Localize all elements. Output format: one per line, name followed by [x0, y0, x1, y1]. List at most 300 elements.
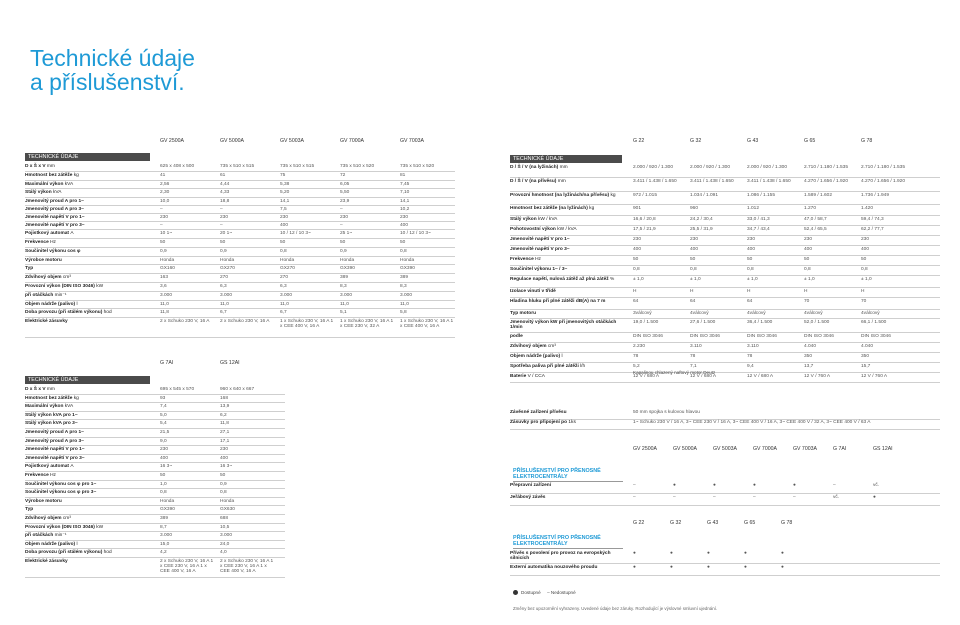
cell-value: 400 — [690, 247, 699, 252]
table-row — [25, 498, 285, 507]
cell-value: 50 — [160, 473, 166, 478]
cell-value: 9,0 — [160, 438, 167, 444]
cell-value: H — [690, 289, 694, 294]
cell-value: 230 — [220, 447, 229, 453]
cell-value: GX390 — [340, 266, 355, 272]
cell-value: 47,0 / 58,7 — [804, 217, 827, 222]
row-label: Typ — [25, 507, 34, 513]
cell-value: 2,56 — [160, 181, 170, 187]
cell-value: H — [633, 289, 637, 294]
cell-value: Honda — [400, 257, 415, 263]
cell-value: 8,3 — [340, 284, 347, 289]
row-label: Součinitel výkonu cos φ pro 1~ — [25, 481, 97, 487]
row-unit: kW / kVA — [538, 217, 558, 222]
cell-value: 81 — [400, 172, 406, 178]
model-header: G 78 — [861, 138, 873, 144]
cell-value: 400 — [220, 455, 229, 461]
row-label: Hladina hluku při plné zátěži dB(A) na 7 m — [510, 299, 606, 304]
row-label: Provozní výkon (DIN ISO 3046) kW — [25, 524, 104, 530]
cell-value: – — [833, 483, 836, 488]
cell-value: 24,0 — [220, 541, 230, 547]
cell-value: 4válcový — [690, 311, 709, 316]
cell-value: – — [340, 223, 343, 229]
row-label: Zdvihový objem cm³ — [25, 275, 71, 281]
cell-value: 0,8 — [633, 267, 640, 272]
row-label: Jmenovité napětí V pro 3~ — [25, 455, 85, 461]
cell-value: 64 — [690, 299, 696, 304]
cell-value: 400 — [747, 247, 756, 252]
row-unit: mm — [559, 165, 568, 170]
row-label: Výrobce motoru — [25, 257, 62, 263]
cell-value: ● — [713, 483, 716, 488]
row-label: Objem nádrže (palivo) l — [25, 541, 78, 547]
model-header: G 7AI — [160, 360, 174, 366]
accessory-title-1: PŘÍSLUŠENSTVÍ PRO PŘENOSNÉ ELEKTROCENTRÁLY — [513, 468, 623, 482]
cell-value: DIN ISO 3046 — [861, 334, 891, 339]
cell-value: 400 — [280, 223, 289, 229]
cell-value: 3.000 — [340, 292, 353, 298]
table-row — [510, 319, 940, 333]
cell-value: – — [673, 495, 676, 500]
cell-value: 1 x Schuko 230 V, 16 A 1 x CEE 230 V, 32 A — [340, 319, 394, 330]
model-header: G 22 — [633, 138, 645, 144]
cell-value: 5,38 — [280, 181, 290, 187]
table-row — [25, 206, 455, 214]
row-label: Jmenovité napětí V pro 1~ — [25, 215, 85, 221]
cell-value: 230 — [804, 237, 813, 242]
cell-value: 7,1 — [690, 364, 697, 369]
row-label: Pojistkový automat A — [25, 231, 74, 237]
cell-value: 1.270 — [804, 206, 817, 211]
cell-value: 62,2 / 77,7 — [861, 227, 884, 232]
row-label: Doba provozu (při stálém výkonu) hod — [25, 550, 112, 556]
cell-value: 4válcový — [747, 311, 766, 316]
row-label: Frekvence Hz — [510, 257, 541, 262]
cell-value: 4,44 — [220, 181, 230, 187]
cell-value: 7,45 — [400, 181, 410, 187]
cell-value: 1.034 / 1.091 — [690, 193, 719, 198]
cell-value: 2.710 / 1.180 / 1.535 — [861, 165, 906, 170]
row-unit: kVA — [64, 181, 74, 187]
row-label: Jmenovitý proud A pro 1~ — [25, 199, 84, 205]
cell-value: 6,7 — [220, 310, 227, 316]
model-header: G 78 — [781, 520, 793, 526]
cell-value: 5,0 — [160, 412, 167, 418]
table-row — [510, 192, 940, 205]
cell-value: 27,6 / 1.500 — [690, 320, 716, 325]
row-unit: l/h — [580, 364, 586, 369]
table-row — [25, 318, 455, 338]
cell-value: Honda — [220, 257, 235, 263]
cell-value: 70 — [861, 299, 867, 304]
cell-value: ● — [673, 483, 676, 488]
left-section-bar: TECHNICKÉ ÚDAJE — [25, 153, 150, 161]
cell-value: 78 — [633, 354, 639, 359]
row-label: Objem nádrže (palivo) l — [25, 301, 78, 307]
cell-value: 2 x Schuko 230 V, 16 A 1 x CEE 230 V, 16 A 1 x CEE 400 V, 16 A — [220, 559, 274, 574]
cell-value: 5,2 — [633, 364, 640, 369]
table-row — [25, 257, 455, 266]
table-row — [25, 481, 285, 490]
cell-value: 50 — [220, 473, 226, 478]
cell-value: 52,4 / 65,5 — [804, 227, 827, 232]
table-row — [25, 239, 455, 248]
cell-value: 0,8 — [280, 248, 287, 254]
table-row — [510, 420, 940, 430]
table-row — [510, 494, 940, 506]
row-label: při otáčkách min⁻¹ — [25, 292, 67, 298]
table-row — [510, 333, 940, 343]
table-row — [25, 274, 455, 283]
cell-value: 4válcový — [804, 311, 823, 316]
row-label: Jmenovité napětí V pro 1~ — [25, 447, 85, 453]
row-unit: l — [561, 354, 563, 359]
table-row — [25, 309, 455, 318]
table-row — [510, 276, 940, 288]
cell-value: GX270 — [280, 266, 295, 272]
cell-value: 75 — [280, 172, 286, 178]
cell-value: 230 — [747, 237, 756, 242]
cell-value: ● — [744, 551, 747, 556]
row-label: Jmenovitý proud A pro 3~ — [25, 438, 84, 444]
cell-value: 27,1 — [220, 430, 230, 435]
cell-value: – — [160, 223, 163, 229]
cell-value: ± 1,0 — [804, 277, 815, 282]
row-unit: A — [70, 464, 74, 470]
row-unit: kg — [589, 206, 595, 211]
cell-value: 50 — [747, 257, 753, 262]
row-label: Přepravní zařízení — [510, 483, 552, 488]
cell-value: 14,1 — [400, 199, 410, 205]
right-section-bar: TECHNICKÉ ÚDAJE — [510, 155, 622, 163]
cell-value: 50 — [280, 240, 286, 245]
cell-value: H — [747, 289, 751, 294]
row-label: Spotřeba paliva při plné zátěži l/h — [510, 364, 586, 369]
cell-value: – — [793, 495, 796, 500]
page-title: Technické údaje a příslušenství. — [30, 45, 195, 95]
cell-value: 50 mm spojka s kulovou hlavou — [633, 410, 700, 415]
row-label: Jmenovité napětí V pro 3~ — [25, 223, 85, 229]
cell-value: 2,30 — [160, 190, 170, 196]
cell-value: 6,05 — [340, 181, 350, 187]
table-row — [25, 189, 455, 198]
cell-value: 3.110 — [690, 344, 702, 349]
row-label: Stálý výkon kVA pro 1~ — [25, 412, 78, 418]
cell-value: ● — [633, 551, 636, 556]
cell-value: 389 — [340, 275, 349, 281]
cell-value: 8,7 — [160, 524, 167, 530]
cell-value: GX390 — [160, 507, 175, 513]
cell-value: ● — [793, 483, 796, 488]
cell-value: 50 — [340, 240, 346, 245]
cell-value: 960 — [690, 206, 699, 211]
model-header: GS 12AI — [220, 360, 240, 366]
row-label: Elektrické zásuvky — [25, 559, 68, 564]
cell-value: 350 — [804, 354, 813, 359]
table-row — [25, 265, 455, 274]
cell-value: 3,6 — [160, 284, 167, 289]
cell-value: 3.000 — [160, 533, 173, 539]
cell-value: 4.040 — [861, 344, 874, 349]
row-label: Součinitel výkonu cos φ — [25, 248, 81, 254]
cell-value: 0,8 — [747, 267, 754, 272]
cell-value: ● — [781, 551, 784, 556]
cell-value: 34,7 / 43,4 — [747, 227, 770, 232]
cell-value: ● — [670, 551, 673, 556]
cell-value: 5,1 — [340, 310, 347, 316]
row-label: Jmenovitý výkon kW při jmenovitých otáčkách 1/min — [510, 320, 617, 330]
row-label: Hmotnost bez zátěže (na lyžinách) kg — [510, 206, 595, 211]
cell-value: 1.012 — [747, 206, 760, 211]
cell-value: ● — [873, 495, 876, 500]
table-row — [25, 438, 285, 447]
cell-value: 270 — [220, 275, 229, 281]
model-header: GV 2500A — [633, 446, 657, 452]
cell-value: 12 V / 680 A — [747, 374, 774, 379]
model-header: GV 7003A — [793, 446, 817, 452]
cell-value: ● — [670, 565, 673, 570]
cell-value: Honda — [160, 498, 175, 504]
cell-value: 78 — [690, 354, 696, 359]
cell-value: 16 3~ — [160, 464, 173, 470]
cell-value: 14,1 — [280, 199, 290, 205]
row-unit: kW / kVA — [557, 227, 577, 232]
cell-value: 735 x 510 x 520 — [400, 164, 435, 169]
cell-value: 400 — [633, 247, 642, 252]
cell-value: 50 — [804, 257, 810, 262]
motor-note: Kapalinou chlazený naftový motor Deutz — [633, 370, 716, 375]
model-header: G 32 — [670, 520, 682, 526]
cell-value: 16 3~ — [220, 464, 233, 470]
table-row — [25, 222, 455, 230]
row-unit: min⁻¹ — [54, 292, 67, 298]
row-label: Elektrické zásuvky — [25, 319, 68, 325]
cell-value: ± 1,0 — [690, 277, 701, 282]
model-header: G 43 — [707, 520, 719, 526]
row-unit: kg — [610, 193, 616, 198]
row-label: Jmenovitý proud A pro 3~ — [25, 207, 84, 213]
cell-value: 1 x Schuko 230 V, 16 A 1 x CEE 400 V, 16 A — [400, 319, 454, 330]
cell-value: 3.000 — [160, 292, 173, 298]
cell-value: 12 V / 760 A — [804, 374, 831, 379]
cell-value: 3.411 / 1.438 / 1.650 — [690, 179, 734, 184]
cell-value: ● — [633, 565, 636, 570]
row-label: Jmenovité napětí V pro 3~ — [510, 247, 570, 252]
cell-value: 93 — [160, 395, 166, 401]
cell-value: 0,8 — [690, 267, 697, 272]
table-row — [25, 412, 285, 421]
cell-value: 50 — [690, 257, 696, 262]
cell-value: GX270 — [220, 266, 235, 272]
table-row — [25, 230, 455, 239]
row-unit: hod — [103, 310, 112, 316]
table-row — [25, 446, 285, 455]
cell-value: 901 — [633, 206, 642, 211]
row-unit: l — [76, 541, 78, 547]
table-row — [510, 353, 940, 363]
row-label: Izolace vinutí v třídě — [510, 289, 556, 294]
row-unit: Hz — [50, 240, 56, 245]
cell-value: 25 1~ — [340, 231, 353, 237]
row-label: Jeřábový závěs — [510, 495, 546, 500]
table-row — [25, 541, 285, 550]
cell-value: 61 — [220, 172, 226, 178]
model-header: GV 5000A — [673, 446, 697, 452]
cell-value: 12 V / 760 A — [861, 374, 888, 379]
cell-value: 11,0 — [220, 301, 229, 307]
cell-value: 2.710 / 1.180 / 1.535 — [804, 165, 849, 170]
row-unit: V / CCA — [527, 374, 545, 379]
cell-value: 389 — [160, 516, 169, 521]
cell-value: 400 — [160, 455, 169, 461]
cell-value: 15,7 — [861, 364, 871, 369]
cell-value: 230 — [633, 237, 642, 242]
table-row — [25, 455, 285, 464]
table-row — [25, 283, 455, 292]
table-row — [25, 403, 285, 412]
table-row — [510, 178, 940, 192]
cell-value: GX390 — [400, 266, 415, 272]
row-unit: Hz — [535, 257, 541, 262]
cell-value: 2 x Schuko 230 V, 16 A — [220, 319, 270, 325]
cell-value: GX160 — [160, 266, 175, 272]
cell-value: 11,0 — [340, 301, 349, 307]
cell-value: 0,8 — [220, 490, 227, 496]
row-label: Zdvihový objem cm³ — [510, 344, 556, 349]
row-label: Maximální výkon kVA — [25, 404, 74, 410]
cell-value: 52,0 / 1.500 — [804, 320, 830, 325]
table-row — [25, 172, 455, 181]
cell-value: Honda — [280, 257, 295, 263]
cell-value: – — [633, 495, 636, 500]
cell-value: – — [220, 207, 223, 213]
cell-value: 17,5 / 21,9 — [633, 227, 656, 232]
cell-value: 64 — [633, 299, 639, 304]
table-row — [510, 236, 940, 246]
model-header: G 43 — [747, 138, 759, 144]
table-row — [510, 288, 940, 298]
cell-value: 0,8 — [804, 267, 811, 272]
cell-value: H — [861, 289, 865, 294]
table-row — [25, 198, 455, 206]
table-row — [510, 256, 940, 266]
cell-value: 4.270 / 1.656 / 1.920 — [861, 179, 906, 184]
cell-value: 688 — [220, 516, 229, 521]
cell-value: 735 x 510 x 515 — [280, 164, 315, 169]
cell-value: 9,4 — [747, 364, 754, 369]
cell-value: 5,4 — [160, 421, 167, 427]
table-row — [510, 298, 940, 310]
row-label: Výrobce motoru — [25, 498, 62, 504]
cell-value: 350 — [861, 354, 870, 359]
row-label: Typ — [25, 266, 34, 272]
cell-value: – — [713, 495, 716, 500]
cell-value: 1.589 / 1.602 — [804, 193, 833, 198]
row-unit: kg — [73, 395, 79, 401]
cell-value: 0,8 — [400, 248, 407, 254]
cell-value: 4.040 — [804, 344, 817, 349]
cell-value: ● — [781, 565, 784, 570]
row-label: Hmotnost bez zátěže kg — [25, 395, 79, 401]
model-header: G 22 — [633, 520, 645, 526]
table-row — [510, 482, 940, 494]
table-row — [510, 216, 940, 226]
cell-value: 59,4 / 74,3 — [861, 217, 884, 222]
cell-value: ● — [753, 483, 756, 488]
cell-value: 4válcový — [861, 311, 880, 316]
row-label: D / Š / V (na lyžinách) mm — [510, 165, 568, 170]
cell-value: 3.000 — [400, 292, 413, 298]
model-header: GV 2500A — [160, 138, 184, 144]
cell-value: 3.000 — [220, 533, 233, 539]
row-label: Provozní výkon (DIN ISO 3046) kW — [25, 284, 104, 289]
table-row — [25, 524, 285, 533]
row-label: podle — [510, 334, 523, 339]
model-header: GV 7000A — [340, 138, 364, 144]
cell-value: 6,2 — [220, 412, 227, 418]
row-unit: 1ks — [568, 420, 576, 425]
table-row — [25, 301, 455, 310]
model-header: G 65 — [744, 520, 756, 526]
cell-value: Honda — [220, 498, 235, 504]
cell-value: – — [220, 223, 223, 229]
cell-value: vč. — [873, 483, 880, 488]
row-unit: hod — [103, 550, 112, 556]
cell-value: 2 x Schuko 230 V, 16 A — [160, 319, 210, 325]
row-label: Závěsné zařízení přívěsu — [510, 410, 567, 415]
table-row — [25, 463, 285, 472]
row-label: Frekvence Hz — [25, 473, 56, 478]
cell-value: 2.000 / 920 / 1.300 — [633, 165, 674, 170]
cell-value: 13,9 — [220, 404, 230, 410]
cell-value: 20 1~ — [220, 231, 233, 237]
cell-value: 0,9 — [340, 248, 347, 254]
cell-value: 0,8 — [160, 490, 167, 496]
table-row — [25, 506, 285, 515]
table-row — [25, 472, 285, 481]
cell-value: 11,0 — [280, 301, 289, 307]
row-label: Provozní hmotnost (na lyžinách/na přívěsu) kg — [510, 193, 616, 198]
cell-value: 6,3 — [280, 284, 287, 289]
model-header: GV 5003A — [713, 446, 737, 452]
row-label: Součinitel výkonu 1~ / 3~ — [510, 267, 568, 272]
cell-value: 1.736 / 1.949 — [861, 193, 890, 198]
row-label: Maximální výkon kVA — [25, 181, 74, 187]
table-row — [25, 420, 285, 429]
row-unit: mm — [46, 164, 55, 169]
cell-value: 17,1 — [220, 438, 230, 444]
row-unit: cm³ — [62, 516, 71, 521]
table-row — [510, 564, 940, 576]
table-row — [25, 181, 455, 190]
cell-value: 10 / 12 / 10 3~ — [280, 231, 311, 237]
cell-value: DIN ISO 3046 — [747, 334, 777, 339]
cell-value: 2 x Schuko 230 V, 16 A 1 x CEE 230 V, 16 A 1 x CEE 400 V, 16 A — [160, 559, 214, 574]
row-label: Stálý výkon kW / kVA — [510, 217, 558, 222]
table-row — [25, 395, 285, 404]
row-label: Jmenovitý proud A pro 1~ — [25, 430, 84, 435]
cell-value: 1,0 — [160, 481, 167, 487]
table-row — [510, 164, 940, 178]
cell-value: 70 — [804, 299, 810, 304]
cell-value: 625 x 408 x 500 — [160, 164, 195, 169]
cell-value: 13,7 — [804, 364, 814, 369]
cell-value: 230 — [340, 215, 349, 221]
cell-value: 6,3 — [220, 284, 227, 289]
cell-value: 10,2 — [400, 207, 410, 213]
row-unit: kW — [96, 284, 104, 289]
table-row — [510, 310, 940, 319]
